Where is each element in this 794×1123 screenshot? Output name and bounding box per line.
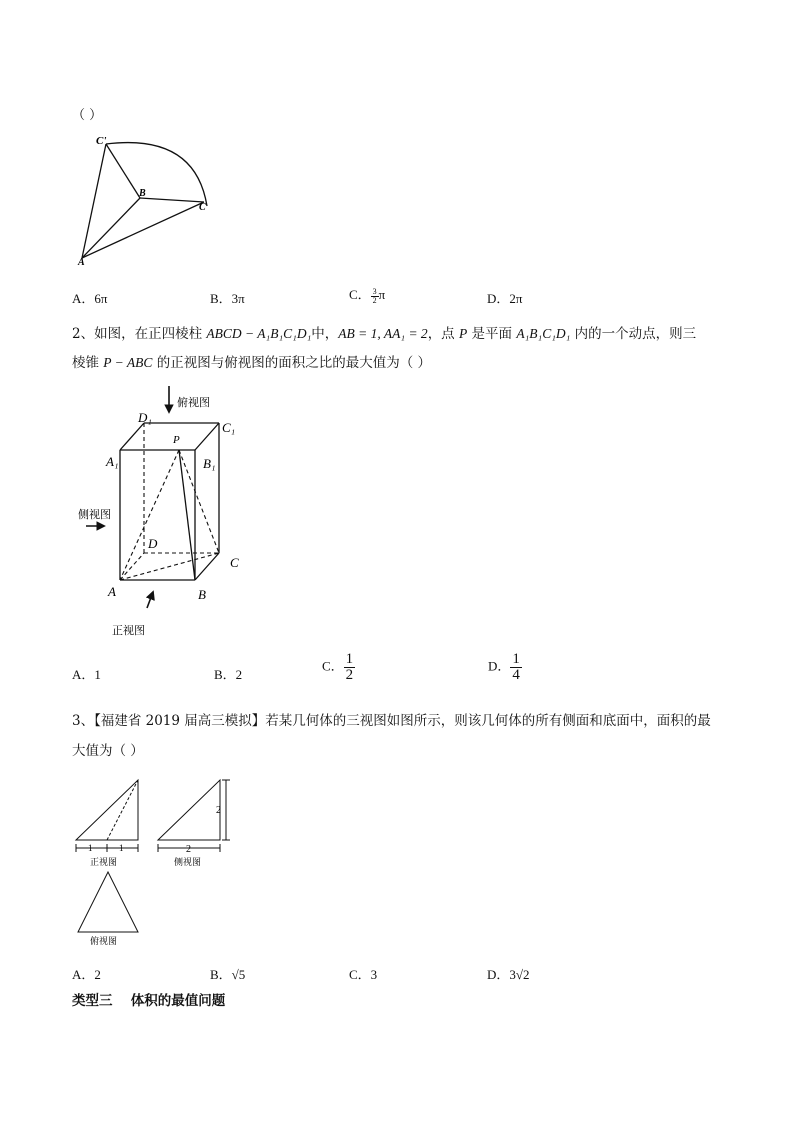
- q3-label-side-view: 侧视图: [174, 858, 202, 868]
- q1-edge-bc: [140, 198, 204, 202]
- q3-stem-line1: 3、【福建省 2019 届高三模拟】若某几何体的三视图如图所示，则该几何体的所有侧面和底面中，面积的最: [72, 713, 711, 729]
- q3-stem-line2: 大值为（ ）: [72, 743, 144, 759]
- q3-figure: [70, 772, 250, 952]
- q2-label-c: C: [230, 555, 239, 570]
- q2-stem-line1: 2、如图，在正四棱柱 ABCD − A₁B₁C₁D₁中，AB = 1, AA₁ = 2，点 P 是平面 A₁B₁C₁D₁ 内的一个动点，则三: [72, 326, 697, 342]
- q2-label-a: A: [108, 584, 116, 599]
- q3-front-view-hidden-edge: [107, 780, 138, 840]
- q2-edge-a1d1: [120, 423, 144, 450]
- q2-edge-ad: [120, 553, 144, 580]
- q1-edge-c1a: [82, 144, 106, 258]
- q2-option-b[interactable]: B．2: [214, 667, 243, 682]
- q2-label-d1: D₁: [138, 410, 152, 425]
- q1-figure: [70, 128, 220, 268]
- section-heading: 类型三 体积的最值问题: [72, 993, 226, 1009]
- q3-label-front-view: 正视图: [90, 858, 118, 868]
- q2-stem-line2: 棱锥 P − ABC 的正视图与俯视图的面积之比的最大值为（ ）: [72, 355, 432, 371]
- q1-label-b: B: [139, 188, 146, 199]
- q2-label-a1: A₁: [106, 454, 119, 469]
- q3-option-b[interactable]: B．√5: [210, 967, 246, 982]
- q3-dim-h: 2: [216, 805, 221, 816]
- q1-edge-ac: [82, 202, 204, 258]
- q2-edge-bc: [195, 553, 219, 580]
- q1-option-a[interactable]: A．6π: [72, 291, 108, 306]
- q1-option-d[interactable]: D．2π: [487, 291, 523, 306]
- q1-edge-ba: [82, 198, 140, 258]
- q2-option-d[interactable]: D． $\frac{1}{4}$: [488, 651, 520, 683]
- q2-label-top-view: 俯视图: [177, 396, 210, 409]
- q3-option-d[interactable]: D．3√2: [487, 967, 530, 982]
- q1-option-c[interactable]: C． $\frac{3}{2}$ π: [349, 286, 386, 305]
- q3-front-view-triangle: [76, 780, 138, 840]
- q2-label-p: P: [173, 434, 180, 446]
- q3-option-c[interactable]: C．3: [349, 967, 378, 982]
- q2-label-b: B: [198, 587, 206, 602]
- q1-label-c: C: [199, 202, 206, 213]
- q1-answer-paren: （ ）: [72, 108, 103, 123]
- q2-option-a[interactable]: A．1: [72, 667, 101, 682]
- q3-dim-1a: 1: [88, 843, 93, 853]
- q3-dim-2: 2: [186, 844, 191, 855]
- q1-label-a: A: [78, 257, 85, 268]
- q2-figure: [72, 380, 272, 642]
- q3-side-view-triangle: [158, 780, 220, 840]
- q2-option-c[interactable]: C． $\frac{1}{2}$: [322, 651, 354, 683]
- q2-label-b1: B₁: [203, 456, 216, 471]
- q2-front-view-arrow: [147, 592, 153, 608]
- q1-label-c1: C': [96, 135, 107, 147]
- q2-edge-ac: [120, 553, 219, 580]
- q3-top-view-triangle: [78, 872, 138, 932]
- q2-label-front-view: 正视图: [112, 624, 145, 637]
- q2-label-d: D: [148, 536, 158, 551]
- q2-label-side-view: 侧视图: [78, 508, 111, 521]
- q1-edge-c1b: [106, 144, 140, 198]
- q3-option-a[interactable]: A．2: [72, 967, 101, 982]
- q1-arc: [106, 143, 207, 206]
- q3-dim-1b: 1: [119, 843, 124, 853]
- q2-label-c1: C₁: [222, 420, 236, 435]
- q2-edge-pa: [120, 450, 179, 580]
- q2-edge-b1c1: [195, 423, 219, 450]
- q1-option-b[interactable]: B．3π: [210, 291, 245, 306]
- q3-label-top-view: 俯视图: [90, 937, 118, 947]
